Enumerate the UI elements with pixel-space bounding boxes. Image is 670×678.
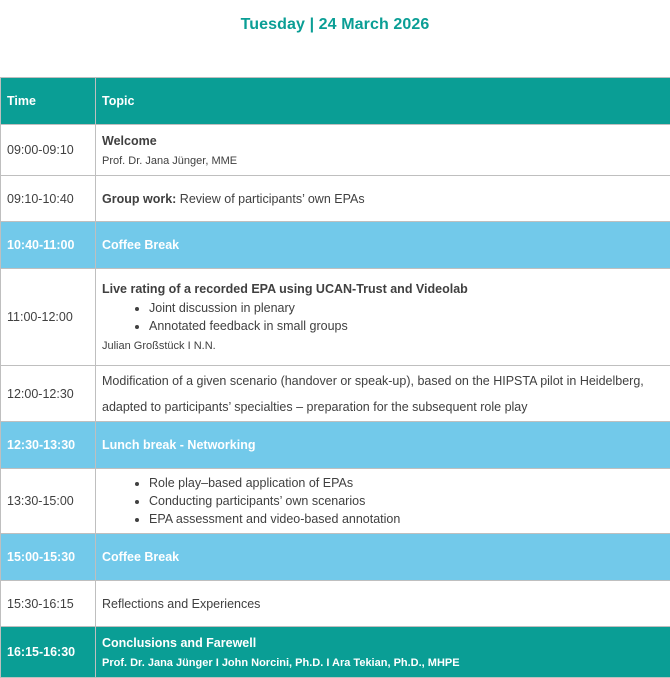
row-time: 12:00-12:30 bbox=[1, 366, 96, 422]
row-topic bbox=[96, 176, 670, 222]
row-topic bbox=[96, 269, 670, 366]
topic-title: Group work: bbox=[102, 191, 177, 206]
topic-speaker: Prof. Dr. Jana Jünger I John Norcini, Ph.D. I Ara Tekian, Ph.D., MHPE bbox=[102, 656, 460, 669]
topic-title: Conclusions and Farewell bbox=[102, 635, 257, 650]
topic-text: Modification of a given scenario (handover or speak-up), based on the HIPSTA pilot in Heidelberg, adapted to participants’ specialties – preparation for the subsequent role play bbox=[96, 366, 670, 422]
topic-bullets bbox=[102, 300, 664, 334]
list-item: • Joint discussion in plenary bbox=[149, 300, 664, 316]
table-row-final bbox=[1, 627, 670, 678]
table-row bbox=[1, 366, 670, 422]
row-time: 12:30-13:30 bbox=[1, 422, 96, 469]
table-row-break bbox=[1, 222, 670, 269]
header-time: Time bbox=[1, 78, 96, 125]
list-item: • Conducting participants’ own scenarios bbox=[149, 493, 664, 509]
topic-text: Review of participants’ own EPAs bbox=[176, 191, 365, 206]
header-topic: Topic bbox=[96, 78, 670, 125]
table-row bbox=[1, 125, 670, 176]
row-time: 09:10-10:40 bbox=[1, 176, 96, 222]
day-title: Tuesday | 24 March 2026 bbox=[240, 16, 430, 33]
topic-title: Welcome bbox=[102, 133, 157, 148]
list-item: • Annotated feedback in small groups bbox=[149, 318, 664, 334]
topic-speaker: Prof. Dr. Jana Jünger, MME bbox=[102, 154, 238, 167]
list-item: • Role play–based application of EPAs bbox=[149, 475, 664, 491]
row-time: 15:30-16:15 bbox=[1, 581, 96, 627]
table-row bbox=[1, 269, 670, 366]
table-row bbox=[1, 469, 670, 534]
row-time: 10:40-11:00 bbox=[1, 222, 96, 269]
table-header-row bbox=[1, 78, 670, 125]
table-row-break bbox=[1, 534, 670, 581]
table-row bbox=[1, 176, 670, 222]
row-time: 15:00-15:30 bbox=[1, 534, 96, 581]
table-row bbox=[1, 581, 670, 627]
row-time: 11:00-12:00 bbox=[1, 269, 96, 366]
row-topic bbox=[96, 469, 670, 534]
row-time: 09:00-09:10 bbox=[1, 125, 96, 176]
row-time: 16:15-16:30 bbox=[1, 627, 96, 678]
row-topic bbox=[96, 627, 670, 678]
table-row-break bbox=[1, 422, 670, 469]
topic-title: Coffee Break bbox=[96, 222, 670, 269]
topic-title: Lunch break - Networking bbox=[96, 422, 670, 469]
topic-title: Live rating of a recorded EPA using UCAN-Trust and Videolab bbox=[102, 282, 468, 296]
row-time: 13:30-15:00 bbox=[1, 469, 96, 534]
row-topic bbox=[96, 125, 670, 176]
topic-speaker: Julian Großstück I N.N. bbox=[102, 340, 216, 352]
topic-bullets bbox=[102, 475, 664, 527]
topic-title: Coffee Break bbox=[96, 534, 670, 581]
topic-text: Reflections and Experiences bbox=[96, 581, 670, 627]
agenda-table bbox=[0, 77, 670, 678]
list-item: • EPA assessment and video-based annotation bbox=[149, 511, 664, 527]
